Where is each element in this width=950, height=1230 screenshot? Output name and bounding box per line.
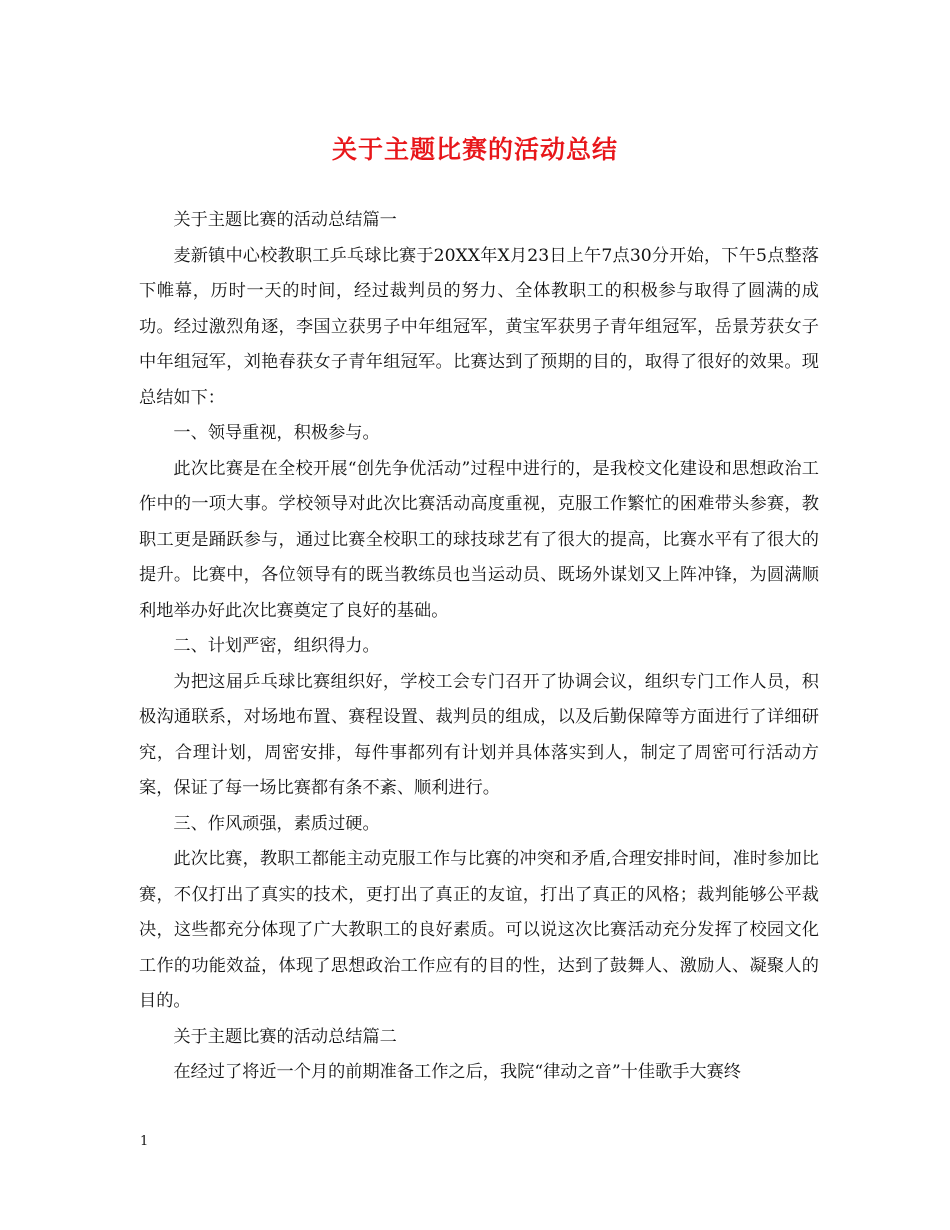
section-heading: 关于主题比赛的活动总结篇二	[173, 1026, 397, 1047]
page-number: 1	[140, 1134, 149, 1149]
section-heading: 一、领导重视，积极参与。	[173, 423, 380, 443]
document-body	[139, 203, 819, 1091]
body-paragraph: 为把这届乒乓球比赛组织好，学校工会专门召开了协调会议，组织专门工作人员，积极沟通联系，对场地布置、赛程设置、裁判员的组成，以及后勤保障等方面进行了详细研究，合理计划，周密安排，每件事都列有计划并具体落实到人，制定了周密可行活动方案，保证了每一场比赛都有条不紊、顺利进行。	[139, 671, 819, 798]
body-paragraph: 麦新镇中心校教职工乒乓球比赛于20XX年X月23日上午7点30分开始，下午5点整落下帷幕，历时一天的时间，经过裁判员的努力、全体教职工的积极参与取得了圆满的成功。经过激烈角逐，李国立获男子中年组冠军，黄宝军获男子青年组冠军，岳景芳获女子中年组冠军，刘艳春获女子青年组冠军。比赛达到了预期的目的，取得了很好的效果。现总结如下：	[139, 245, 819, 408]
body-paragraph: 此次比赛是在全校开展“创先争优活动”过程中进行的，是我校文化建设和思想政治工作中的一项大事。学校领导对此次比赛活动高度重视，克服工作繁忙的困难带头参赛，教职工更是踊跃参与，通过比赛全校职工的球技球艺有了很大的提高，比赛水平有了很大的提升。比赛中，各位领导有的既当教练员也当运动员、既场外谋划又上阵冲锋，为圆满顺利地举办好此次比赛奠定了良好的基础。	[139, 458, 819, 621]
section-heading: 三、作风顽强，素质过硬。	[173, 813, 380, 834]
document-title: 关于主题比赛的活动总结	[331, 135, 618, 164]
body-paragraph: 在经过了将近一个月的前期准备工作之后，我院“律动之音”十佳歌手大赛终	[173, 1062, 741, 1082]
section-heading: 二、计划严密，组织得力。	[173, 636, 380, 656]
section-heading: 关于主题比赛的活动总结篇一	[173, 210, 397, 230]
body-paragraph: 此次比赛，教职工都能主动克服工作与比赛的冲突和矛盾,合理安排时间，准时参加比赛，不仅打出了真实的技术，更打出了真正的友谊，打出了真正的风格；裁判能够公平裁决，这些都充分体现了广大教职工的良好素质。可以说这次比赛活动充分发挥了校园文化工作的功能效益，体现了思想政治工作应有的目的性，达到了鼓舞人、激励人、凝聚人的目的。	[139, 849, 819, 1011]
